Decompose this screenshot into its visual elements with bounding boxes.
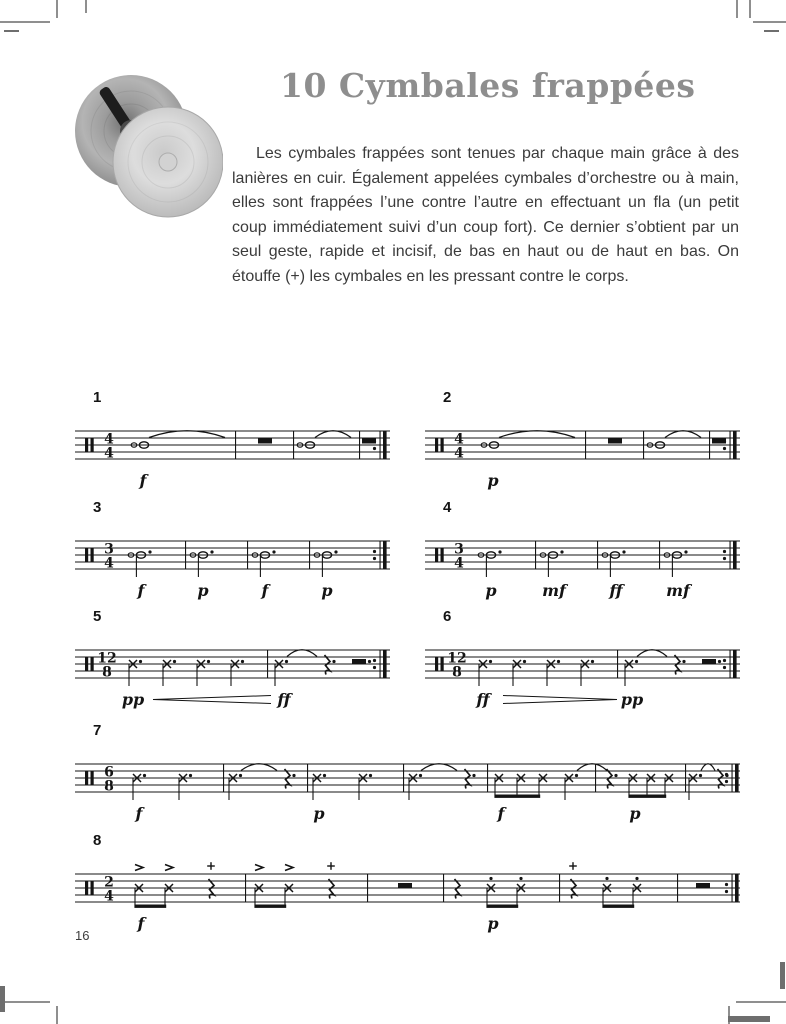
- svg-text:4: 4: [454, 445, 464, 462]
- svg-text:p: p: [197, 581, 209, 600]
- crop-mark-top-left: [56, 0, 58, 18]
- crop-mark-top-left: [0, 21, 50, 23]
- page-title: 10 Cymbales frappées: [280, 66, 696, 105]
- staff-notation-5: [75, 628, 390, 716]
- svg-text:3: 3: [454, 541, 464, 558]
- svg-text:8: 8: [452, 664, 462, 681]
- crop-mark-bottom-right-edge: [780, 962, 785, 989]
- svg-text:3: 3: [104, 541, 114, 558]
- svg-text:p: p: [487, 471, 499, 490]
- exercise-number-4: 4: [443, 499, 452, 516]
- exercise-4: [425, 499, 740, 607]
- exercise-6: [425, 608, 740, 716]
- exercise-1: [75, 389, 390, 497]
- exercise-number-6: 6: [443, 608, 452, 625]
- svg-text:4: 4: [104, 445, 114, 462]
- exercise-number-8: 8: [93, 832, 102, 849]
- intro-paragraph: Les cymbales frappées sont tenues par chaque main grâce à des lanières en cuir. Également appelées cymbales d’orchestre ou à main, elles sont frappées l’une contre l’autre en effectuant un fla (un petit coup immédiatement suivi d’un coup fort). Ce dernier s’obtient par un seul geste, rapide et incisif, de bas en haut ou de haut en bas. On étouffe (+) les cymbales en les pressant contre le corps.: [232, 145, 739, 285]
- svg-text:p: p: [487, 914, 499, 933]
- exercise-number-5: 5: [93, 608, 102, 625]
- crop-mark-bottom-right: [736, 1001, 786, 1003]
- crop-mark-right-edge: [764, 30, 779, 32]
- svg-text:4: 4: [104, 888, 114, 905]
- svg-text:pp: pp: [620, 690, 644, 709]
- exercise-3: [75, 499, 390, 607]
- svg-text:4: 4: [454, 431, 464, 448]
- crop-mark-bottom-left-edge: [0, 986, 5, 1012]
- exercise-number-3: 3: [93, 499, 102, 516]
- staff-notation-2: [425, 409, 740, 497]
- svg-text:p: p: [321, 581, 333, 600]
- exercise-7: [75, 722, 740, 830]
- svg-text:ff: ff: [277, 690, 291, 709]
- svg-text:mf: mf: [666, 581, 690, 600]
- svg-text:p: p: [485, 581, 497, 600]
- staff-notation-7: [75, 742, 740, 830]
- svg-text:2: 2: [104, 874, 114, 891]
- exercise-number-1: 1: [93, 389, 102, 406]
- crop-mark-bottom-edge: [728, 1016, 770, 1022]
- svg-text:12: 12: [447, 650, 467, 667]
- crop-mark-bottom-left: [0, 1001, 50, 1003]
- svg-text:4: 4: [104, 555, 114, 572]
- page-number: 16: [75, 928, 90, 943]
- exercise-number-7: 7: [93, 722, 102, 739]
- crop-mark-bottom-left: [56, 1006, 58, 1024]
- svg-text:f: f: [139, 471, 147, 490]
- staff-notation-1: [75, 409, 390, 497]
- cymbals-photo: [73, 68, 223, 220]
- svg-text:p: p: [629, 804, 641, 823]
- staff-notation-6: [425, 628, 740, 716]
- svg-text:mf: mf: [542, 581, 566, 600]
- svg-text:f: f: [261, 581, 269, 600]
- svg-text:f: f: [137, 581, 145, 600]
- svg-text:12: 12: [97, 650, 117, 667]
- staff-notation-3: [75, 519, 390, 607]
- svg-text:4: 4: [104, 431, 114, 448]
- crop-mark-left-edge: [4, 30, 19, 32]
- svg-text:6: 6: [104, 764, 114, 781]
- exercise-number-2: 2: [443, 389, 452, 406]
- svg-text:ff: ff: [476, 690, 490, 709]
- svg-text:f: f: [135, 804, 143, 823]
- staff-notation-4: [425, 519, 740, 607]
- svg-text:f: f: [137, 914, 145, 933]
- crop-mark-top-right: [749, 0, 751, 18]
- svg-text:f: f: [497, 804, 505, 823]
- svg-text:8: 8: [104, 778, 114, 795]
- crop-mark-top-right: [736, 0, 738, 18]
- crop-mark-top-right: [753, 21, 786, 23]
- crop-mark-top-left: [85, 0, 87, 13]
- exercise-5: [75, 608, 390, 716]
- exercise-2: [425, 389, 740, 497]
- exercise-8: [75, 832, 740, 940]
- staff-notation-8: [75, 852, 740, 940]
- svg-text:4: 4: [454, 555, 464, 572]
- svg-text:ff: ff: [609, 581, 623, 600]
- svg-text:p: p: [313, 804, 325, 823]
- svg-text:pp: pp: [121, 690, 145, 709]
- svg-text:8: 8: [102, 664, 112, 681]
